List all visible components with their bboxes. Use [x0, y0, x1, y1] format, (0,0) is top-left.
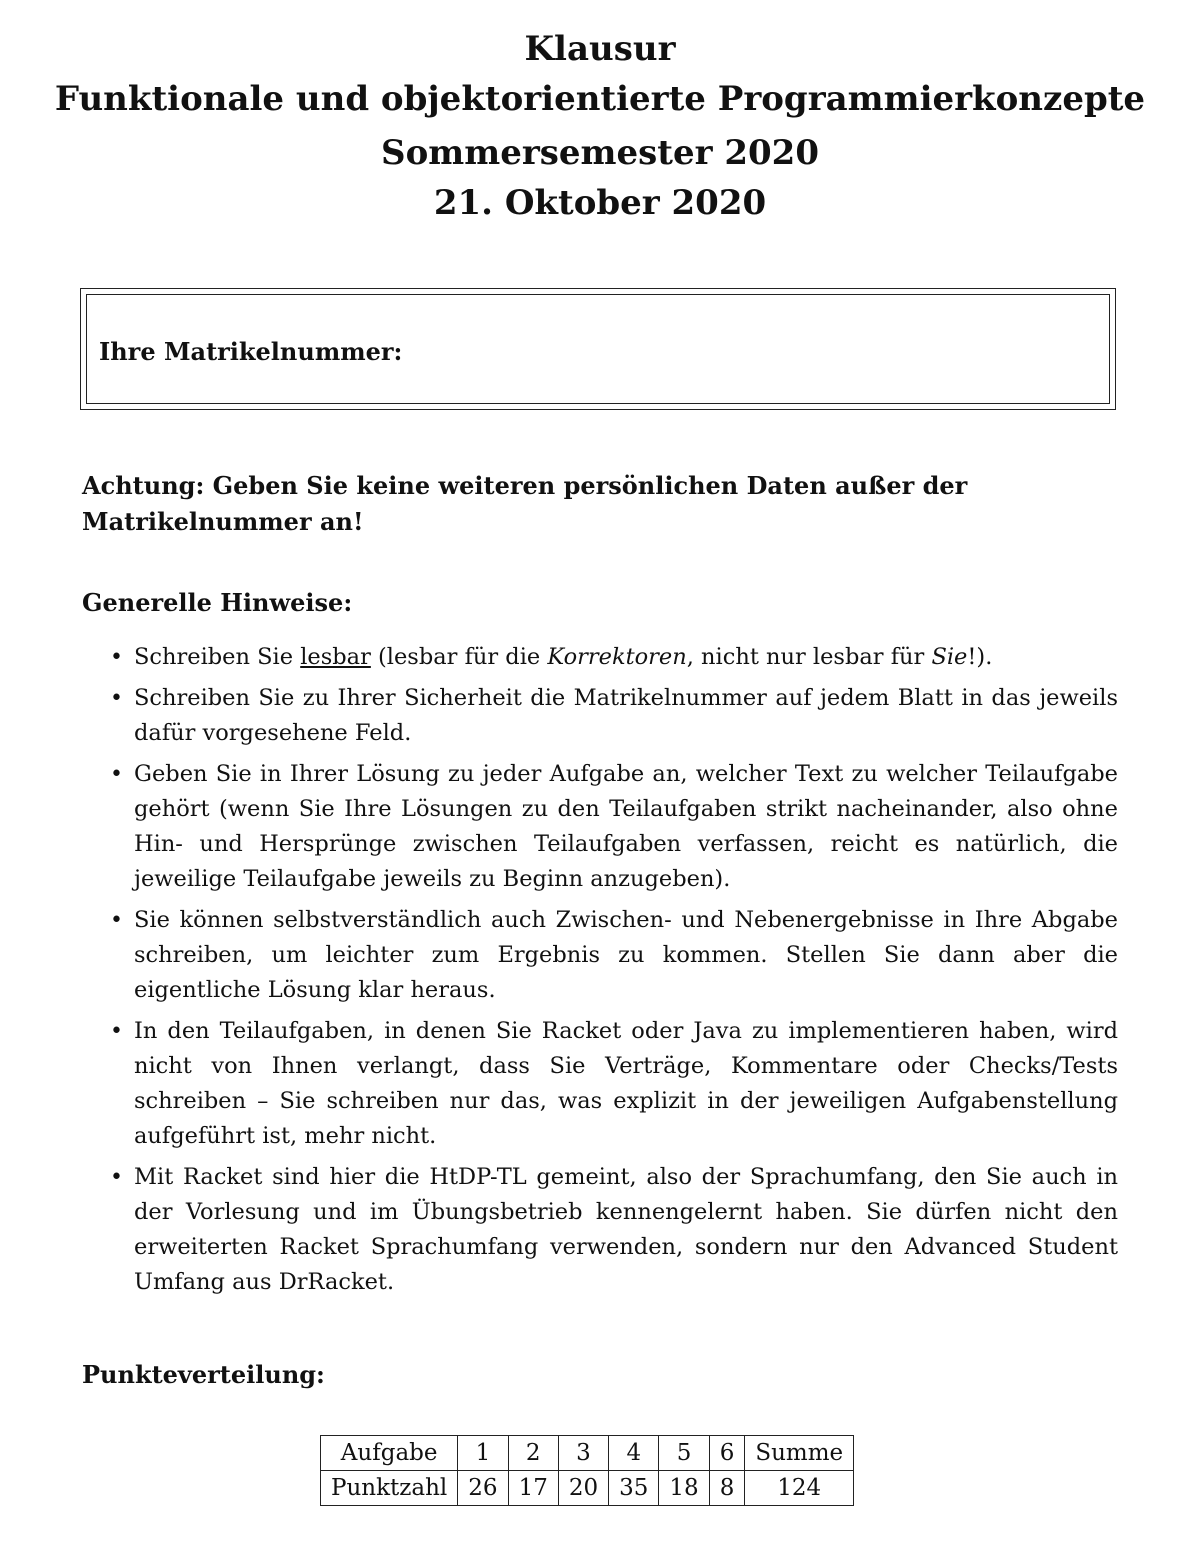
hint-text: Sie können selbstverständlich auch Zwischen- und Nebenergebnisse in Ihre Abgabe schreiben, um leichter zum Ergebnis zu kommen. Stellen Sie dann aber die eigentliche Lösung klar heraus. — [134, 907, 1118, 1003]
task-cell: 1 — [458, 1436, 508, 1471]
points-cell: 17 — [508, 1471, 558, 1506]
task-cell: 4 — [609, 1436, 659, 1471]
points-cell: 20 — [558, 1471, 608, 1506]
task-cell: Summe — [745, 1436, 854, 1471]
hint-item — [108, 903, 1118, 1008]
task-cell: 6 — [709, 1436, 745, 1471]
points-cell: 8 — [709, 1471, 745, 1506]
bullet-icon: • — [110, 1165, 123, 1190]
exam-header — [0, 24, 1200, 228]
hint-text: Schreiben Sie — [134, 644, 301, 670]
hint-italic-text: Sie — [931, 644, 968, 670]
task-row-label: Aufgabe — [321, 1436, 458, 1471]
hint-item — [108, 1014, 1118, 1154]
hints-heading: Generelle Hinweise: — [82, 588, 353, 617]
hint-text: Geben Sie in Ihrer Lösung zu jeder Aufgabe an, welcher Text zu welcher Teilaufgabe gehört (wenn Sie Ihre Lösungen zu den Teilaufgaben strikt nacheinander, also ohne Hin- und Hersprünge zwischen Teilaufgaben verfassen, reicht es natürlich, die jeweilige Teilaufgabe jeweils zu Beginn anzugeben). — [134, 761, 1118, 892]
task-row — [321, 1436, 854, 1471]
task-cell: 5 — [659, 1436, 709, 1471]
task-cell: 2 — [508, 1436, 558, 1471]
exam-title: Klausur — [524, 29, 676, 69]
hint-text: , nicht nur lesbar für — [686, 644, 932, 670]
hint-item — [108, 757, 1118, 897]
hint-text: (lesbar für die — [370, 644, 548, 670]
points-table — [320, 1435, 854, 1506]
points-row — [321, 1471, 854, 1506]
bullet-icon: • — [110, 1019, 123, 1044]
hints-list — [108, 640, 1118, 1306]
points-row-label: Punktzahl — [321, 1471, 458, 1506]
hint-text: In den Teilaufgaben, in denen Sie Racket oder Java zu implementieren haben, wird nicht von Ihnen verlangt, dass Sie Verträge, Kommentare oder Checks/Tests schreiben – Sie schreiben nur das, was explizit in der jeweiligen Aufgabenstellung aufgeführt ist, mehr nicht. — [134, 1018, 1118, 1149]
hint-item — [108, 681, 1118, 751]
matrikelnummer-box[interactable] — [80, 288, 1116, 410]
points-cell: 124 — [745, 1471, 854, 1506]
hint-underlined-text: lesbar — [300, 644, 371, 670]
hint-item — [108, 640, 1118, 675]
matrikelnummer-label: Ihre Matrikelnummer: — [99, 337, 403, 366]
privacy-warning: Achtung: Geben Sie keine weiteren persönlichen Daten außer der Matrikelnummer an! — [82, 471, 968, 536]
course-title: Funktionale und objektorientierte Programmierkonzepte — [54, 79, 1146, 119]
hint-text: !). — [967, 644, 993, 670]
bullet-icon: • — [110, 762, 123, 787]
hint-text: Mit Racket sind hier die HtDP-TL gemeint, also der Sprachumfang, den Sie auch in der Vorlesung und im Übungsbetrieb kennengelernt haben. Sie dürfen nicht den erweiterten Racket Sprachumfang verwenden, sondern nur den Advanced Student Umfang aus DrRacket. — [134, 1164, 1118, 1295]
points-cell: 26 — [458, 1471, 508, 1506]
points-heading: Punkteverteilung: — [82, 1360, 325, 1389]
semester: Sommersemester 2020 — [381, 133, 819, 173]
bullet-icon: • — [110, 645, 123, 670]
points-cell: 18 — [659, 1471, 709, 1506]
bullet-icon: • — [110, 686, 123, 711]
bullet-icon: • — [110, 908, 123, 933]
points-cell: 35 — [609, 1471, 659, 1506]
hint-item — [108, 1160, 1118, 1300]
exam-date: 21. Oktober 2020 — [433, 183, 767, 223]
hint-text: Schreiben Sie zu Ihrer Sicherheit die Matrikelnummer auf jedem Blatt in das jeweils dafür vorgesehene Feld. — [134, 685, 1118, 746]
hint-italic-text: Korrektoren — [547, 644, 687, 670]
task-cell: 3 — [558, 1436, 608, 1471]
